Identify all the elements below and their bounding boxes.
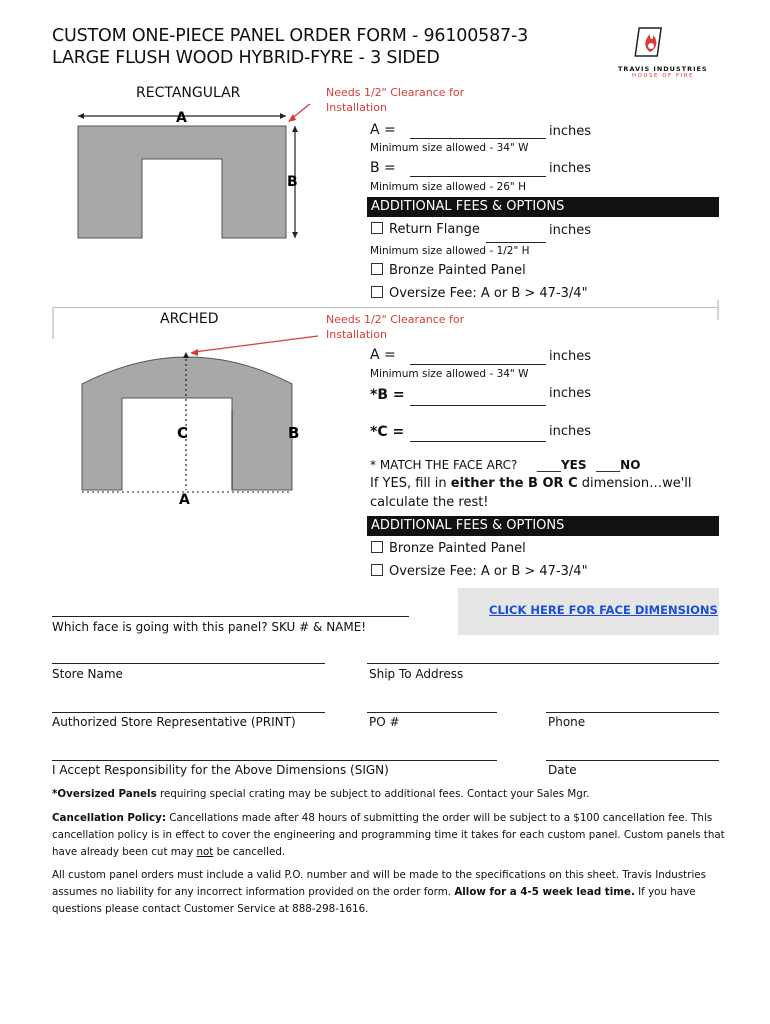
rect-a-arrow-left [78,113,84,119]
arched-clearance-arrow [194,336,318,352]
arched-c-arrow-top [183,352,189,358]
arched-diagram-b: B [288,424,300,442]
po-text1: All custom panel orders must include a valid P.O. number and will be made to the specifications on this sheet. Travis Industries assumes no liability for any incorrect information provided on the order form. [52,869,707,898]
cancel-bold: Cancellation Policy: [52,812,166,824]
logo-tagline: HOUSE OF FIRE [632,73,695,79]
rect-diagram-a: A [176,110,187,126]
if-yes-bold: either the B OR C [450,476,578,491]
store-name-label: Store Name [52,667,123,681]
rect-fees-heading: ADDITIONAL FEES & OPTIONS [367,197,719,217]
rect-oversize-option[interactable] [371,286,588,301]
match-arc-question: * MATCH THE FACE ARC? [370,458,518,472]
match-arc-row [370,458,640,472]
left-border-mark [52,307,54,339]
oversized-note [52,786,732,803]
yes-label: YES [560,458,587,472]
rect-b-min: Minimum size allowed - 26" H [370,181,526,193]
oversized-bold: *Oversized Panels [52,788,157,800]
cancel-not: not [196,846,214,858]
rect-clearance-note: Needs 1/2" Clearance for Installation [326,86,465,114]
cancel-text1: Cancellations made after 48 hours of submitting the order will be subject to a $100 cancellation fee. This cancellation policy is in effect to cover the engineering and programming time it takes for each custom panel. Custom panels that have already been cut may [52,812,725,858]
arched-b-input[interactable] [410,405,546,406]
checkbox-icon[interactable] [371,263,383,275]
arched-c-input[interactable] [410,441,546,442]
arched-diagram-a: A [179,492,190,508]
arched-c-label: *C = [370,424,405,440]
rectangular-heading: RECTANGULAR [136,85,241,101]
rect-b-unit: inches [549,161,592,176]
yes-blank[interactable]: ____ [536,458,561,472]
arched-fees-heading: ADDITIONAL FEES & OPTIONS [367,516,719,536]
arched-bronze-option[interactable] [371,541,526,556]
arched-a-input[interactable] [410,364,546,365]
rect-b-arrow-top [292,126,298,132]
store-name-input[interactable] [52,663,325,664]
rect-a-min: Minimum size allowed - 34" W [370,142,529,154]
rect-return-flange-option[interactable] [371,222,480,237]
phone-label: Phone [548,715,586,729]
rect-b-label: B = [370,160,396,176]
checkbox-icon[interactable] [371,286,383,298]
date-input[interactable] [546,760,719,761]
face-dimensions-link[interactable]: CLICK HERE FOR FACE DIMENSIONS [489,603,718,617]
rect-b-arrow-bottom [292,232,298,238]
cancellation-policy [52,810,732,861]
checkbox-icon[interactable] [371,541,383,553]
arched-heading: ARCHED [160,311,219,327]
arched-diagram-c: C [177,424,189,442]
arched-clearance-note: Needs 1/2" Clearance for Installation [326,313,465,341]
rect-oversize-label: Oversize Fee: A or B > 47-3/4" [389,286,588,301]
arched-oversize-label: Oversize Fee: A or B > 47-3/4" [389,564,588,579]
rect-panel-shape [78,126,286,238]
oversized-text: requiring special crating may be subject to additional fees. Contact your Sales Mgr. [156,788,590,800]
rect-bronze-label: Bronze Painted Panel [389,263,526,278]
rect-bronze-option[interactable] [371,263,526,278]
flame-logo-icon [600,22,720,62]
arched-a-unit: inches [549,349,592,364]
form-title-line2: LARGE FLUSH WOOD HYBRID-FYRE - 3 SIDED [52,48,440,68]
right-border-mark [717,300,719,320]
rect-return-flange-input[interactable] [486,242,546,243]
rect-b-input[interactable] [410,176,546,177]
rect-return-min: Minimum size allowed - 1/2" H [370,245,530,257]
cancel-text2: be cancelled. [213,846,286,858]
no-blank[interactable]: ____ [596,458,621,472]
rep-label: Authorized Store Representative (PRINT) [52,715,296,729]
if-yes-line2: calculate the rest! [370,495,489,510]
no-label: NO [620,458,641,472]
rep-input[interactable] [52,712,325,713]
accept-signature-input[interactable] [52,760,497,761]
arched-c-unit: inches [549,424,592,439]
rect-a-unit: inches [549,124,592,139]
arched-bronze-label: Bronze Painted Panel [389,541,526,556]
arched-a-label: A = [370,347,396,363]
rect-a-input[interactable] [410,138,546,139]
checkbox-icon[interactable] [371,222,383,234]
po-label: PO # [369,715,400,729]
if-yes-line1 [370,476,692,491]
rect-clearance-arrowhead [288,114,296,122]
rect-a-label: A = [370,122,396,138]
arched-oversize-option[interactable] [371,564,588,579]
rect-diagram-b: B [287,174,298,190]
rect-a-arrow-right [280,113,286,119]
arched-b-unit: inches [549,386,592,401]
arched-a-min: Minimum size allowed - 34" W [370,368,529,380]
arched-clearance-arrowhead [190,349,198,356]
rect-return-unit: inches [549,223,592,238]
po-policy [52,867,732,918]
arched-b-label: *B = [370,387,405,403]
arched-panel-diagram [60,332,320,512]
ship-to-input[interactable] [367,663,719,664]
rect-return-flange-label: Return Flange [389,222,480,237]
po-bold: Allow for a 4-5 week lead time. [454,886,635,898]
ship-to-label: Ship To Address [369,667,464,681]
accept-label: I Accept Responsibility for the Above Dimensions (SIGN) [52,763,389,777]
travis-logo [600,22,720,82]
checkbox-icon[interactable] [371,564,383,576]
section-divider [52,307,718,308]
face-input[interactable] [52,616,409,617]
po-input[interactable] [367,712,497,713]
rectangular-panel-diagram [60,104,320,244]
date-label: Date [548,763,577,777]
phone-input[interactable] [546,712,719,713]
if-yes-post: dimension…we'll [577,476,692,491]
if-yes-pre: If YES, fill in [370,476,451,491]
logo-brand: TRAVIS INDUSTRIES [618,65,708,73]
face-label: Which face is going with this panel? SKU # & NAME! [52,620,367,634]
form-title-line1: CUSTOM ONE-PIECE PANEL ORDER FORM - 96100587-3 [52,26,529,46]
po-text2: If you have questions please contact Customer Service at 888-298-1616. [52,886,696,915]
